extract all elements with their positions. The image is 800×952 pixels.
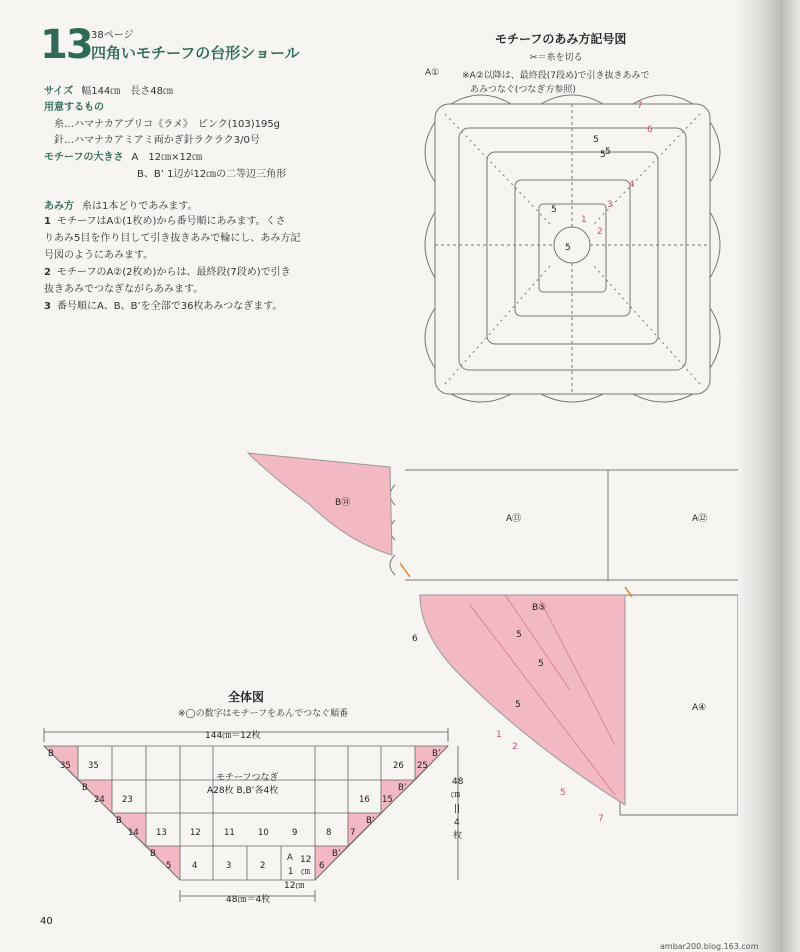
cell-text: A xyxy=(287,853,293,863)
cell-width-label: 12㎝ xyxy=(284,881,305,891)
chart-row-label-red: 6 xyxy=(647,125,653,135)
chart-row-label-red: 1 xyxy=(581,215,587,225)
cell-text: 5 xyxy=(166,861,172,871)
cell-text: B xyxy=(116,816,122,826)
cell-text: 25 xyxy=(417,761,428,771)
chart-row-label: 5 xyxy=(600,150,606,160)
cell-text: 7 xyxy=(350,828,356,838)
method-step-1-line-2: りあみ5目を作り目して引き抜きあみで輪にし、あみ方記 xyxy=(44,233,301,244)
joining-row-label: 5 xyxy=(538,659,544,669)
joining-row-label: 5 xyxy=(516,630,522,640)
chart-axes xyxy=(435,104,710,394)
side-dim-label: 枚 xyxy=(453,831,463,841)
chart-row-label-red: 7 xyxy=(637,101,643,111)
spec-yarn: 糸…ハマナカアプリコ《ラメ》 ピンク(103)195g xyxy=(54,119,281,130)
joining-row-label-red: 5 xyxy=(560,788,566,798)
joining-row-label-red: 2 xyxy=(512,742,518,752)
spec-motif xyxy=(44,148,202,163)
overall-title: 全体図 xyxy=(228,690,265,704)
joining-outline-a13 xyxy=(405,470,608,580)
cell-text: 4 xyxy=(192,861,198,871)
joining-row-label: 6 xyxy=(412,634,418,644)
chart-row-label-red: 3 xyxy=(607,200,613,210)
cell-text: 16 xyxy=(359,795,370,805)
chart-row-label: 5 xyxy=(593,135,599,145)
joining-row-label-red: 1 xyxy=(496,730,502,740)
chart-round-3 xyxy=(539,204,606,292)
cell-text: 15 xyxy=(382,795,393,805)
cell-text: 8 xyxy=(326,828,332,838)
cell-text: B’ xyxy=(366,816,375,826)
side-dim-label: || xyxy=(454,804,461,814)
cell-text: 6 xyxy=(319,861,325,871)
chart-note-2: あみつなぐ(つなぎ方参照) xyxy=(470,85,576,95)
chart-row-label-red: 2 xyxy=(597,227,603,237)
cell-text: B’ xyxy=(432,749,441,759)
chart-row-label-red: 4 xyxy=(629,180,635,190)
pattern-number: 13 xyxy=(40,22,92,68)
method-label: あみ方 xyxy=(44,201,74,212)
center-text-2: A28枚 B,B’各4枚 xyxy=(207,786,279,796)
page-number: 40 xyxy=(40,916,53,927)
cell-text: 12 xyxy=(190,828,201,838)
cell-text: B xyxy=(150,849,156,859)
cell-text: 10 xyxy=(258,828,269,838)
chart-motif-label: A① xyxy=(425,68,440,78)
chart-title: モチーフのあみ方記号図 xyxy=(495,32,627,46)
watermark: ambar200.blog.163.com xyxy=(660,942,759,951)
cell-text: 2 xyxy=(260,861,266,871)
spec-needle: 針…ハマナカアミアミ両かぎ針ラクラク3/0号 xyxy=(54,135,260,146)
spec-motif-a: A 12㎝×12㎝ xyxy=(131,152,203,163)
page-reference: 38ページ xyxy=(91,30,134,41)
spec-motif-label: モチーフの大きさ xyxy=(44,152,124,163)
chart-center-ring xyxy=(554,227,590,263)
chart-row-label: 5 xyxy=(551,205,557,215)
cell-text: 35 xyxy=(60,761,71,771)
side-dim-label: 4 xyxy=(454,818,460,828)
method-step-2-line-2: 抜きあみでつなぎながらあみます。 xyxy=(44,284,204,295)
cell-text: B xyxy=(48,749,54,759)
spec-size xyxy=(44,82,173,97)
joining-row-label: 5 xyxy=(515,700,521,710)
cell-text: 13 xyxy=(156,828,167,838)
joining-outline-a4 xyxy=(620,595,738,815)
cell-text: B xyxy=(82,783,88,793)
joining-outline-a12 xyxy=(608,470,738,580)
method-step-1: 1 モチーフはA①(1枚め)から番号順にあみます。くさ xyxy=(44,216,286,227)
b14-motif xyxy=(248,453,392,555)
joining-label-b5: B⑤ xyxy=(532,603,547,613)
spec-size-label: サイズ xyxy=(44,86,74,97)
bottom-dim-label: 48㎝＝4枚 xyxy=(226,895,271,905)
motif-symbol-chart xyxy=(415,92,730,410)
cell-text: 3 xyxy=(226,861,232,871)
joining-label-b14: B⑭ xyxy=(335,498,351,508)
spec-size-value: 幅144㎝ 長さ48㎝ xyxy=(81,86,174,97)
chart-row-label: 5 xyxy=(605,147,611,157)
chart-row-label: 5 xyxy=(565,243,571,253)
joining-label-a13: A⑬ xyxy=(506,514,522,524)
overall-diagram xyxy=(30,718,470,916)
cell-text: 1 xyxy=(288,867,294,877)
cell-text: 35 xyxy=(88,761,99,771)
cell-text: 24 xyxy=(94,795,105,805)
cell-text: 23 xyxy=(122,795,133,805)
method-step-2: 2 モチーフのA②(2枚め)からは、最終段(7段め)で引き xyxy=(44,267,291,278)
method-intro: あみ方 糸は1本どりであみます。 xyxy=(44,201,198,212)
joining-row-label-red: 7 xyxy=(598,814,604,824)
cell-text: 9 xyxy=(292,828,298,838)
spec-motif-b: B、B’ 1辺が12㎝の二等辺三角形 xyxy=(137,169,287,180)
method-step-3: 3 番号順にA、B、B’を全部で36枚あみつなぎます。 xyxy=(44,301,283,312)
overall-note: ※◯の数字はモチーフをあんでつなぐ順番 xyxy=(178,709,349,719)
center-text-1: モチーフつなぎ xyxy=(216,773,279,783)
cell-text: B’ xyxy=(398,783,407,793)
chart-note-1: ※A②以降は、最終段(7段め)で引き抜きあみで xyxy=(462,71,650,81)
pattern-title: 四角いモチーフの台形ショール xyxy=(91,44,300,62)
join-arrow-1 xyxy=(400,563,410,577)
cell-height-label: ㎝ xyxy=(301,867,311,877)
cut-yarn-icon: ✂ xyxy=(530,53,538,63)
chart-legend: ✂＝糸を切る xyxy=(530,53,583,63)
cell-text: B’ xyxy=(332,849,341,859)
cell-text: 14 xyxy=(128,828,139,838)
side-dim-label: 48 xyxy=(452,777,464,787)
cell-text: 11 xyxy=(224,828,235,838)
top-dim-label: 144㎝＝12枚 xyxy=(205,731,261,741)
joining-label-a12: A⑫ xyxy=(692,514,708,524)
page-gutter xyxy=(738,0,800,952)
spec-materials-label: 用意するもの xyxy=(44,102,104,113)
side-dim-label: ㎝ xyxy=(451,790,461,800)
method-step-1-line-3: 号図のようにあみます。 xyxy=(44,250,154,261)
joining-label-a4: A④ xyxy=(692,703,707,713)
cell-text: 26 xyxy=(393,761,404,771)
cell-height-label: 12 xyxy=(300,855,312,865)
